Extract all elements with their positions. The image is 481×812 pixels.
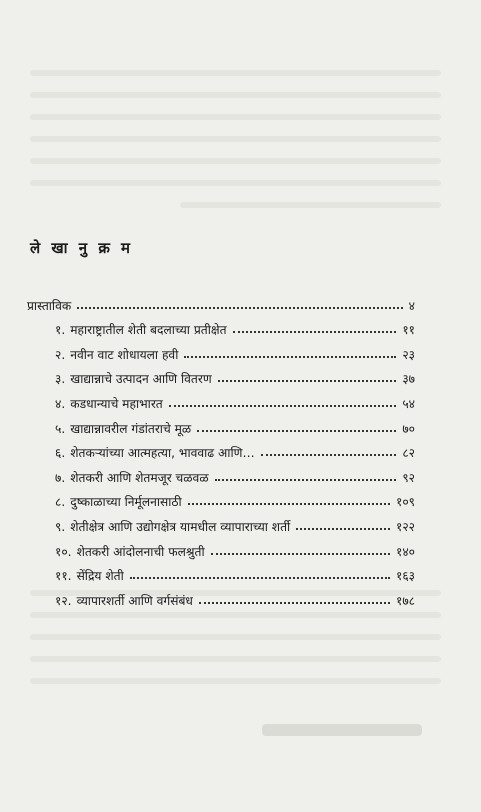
toc-entry-page: १४० xyxy=(395,544,415,559)
toc-entry xyxy=(27,535,415,560)
toc-entry xyxy=(27,437,415,462)
toc-entry xyxy=(27,584,415,609)
dot-leader xyxy=(77,307,402,309)
dot-leader xyxy=(296,528,390,530)
toc-entry xyxy=(27,461,415,486)
toc-heading: ले खा नु क्र म xyxy=(30,239,134,257)
toc-entry-page: ८२ xyxy=(402,446,415,461)
toc-entry xyxy=(27,412,415,437)
toc-entry-number: २. xyxy=(55,347,66,362)
toc-entry xyxy=(27,510,415,535)
dot-leader xyxy=(199,602,390,604)
toc-entry xyxy=(27,560,415,585)
toc-entry-title: महाराष्ट्रातील शेती बदलाच्या प्रतीक्षेत xyxy=(70,323,227,338)
dot-leader xyxy=(130,577,390,579)
toc-entry-number: १२. xyxy=(55,593,72,608)
dot-leader xyxy=(233,331,397,333)
toc-entry-page: ५४ xyxy=(402,396,415,411)
toc-entry-title: शेतकऱ्यांच्या आत्महत्या, भाववाढ आणि… xyxy=(70,446,255,461)
dot-leader xyxy=(169,405,397,407)
toc-entry-number: ११. xyxy=(55,569,72,584)
toc-entry-page: १७८ xyxy=(395,593,415,608)
toc-entry-page: १०९ xyxy=(395,495,415,510)
toc-entry-title: दुष्काळाच्या निर्मूलनासाठी xyxy=(70,495,182,510)
bleed-through-footer xyxy=(262,724,422,736)
toc-entry-page: ९२ xyxy=(402,470,415,485)
toc-entry-title: प्रास्ताविक xyxy=(27,298,72,313)
toc-entry-title: कडधान्याचे महाभारत xyxy=(70,396,163,411)
toc-entry xyxy=(27,314,415,339)
toc-entry xyxy=(27,387,415,412)
toc-entry-title: शेतकरी आणि शेतमजूर चळवळ xyxy=(70,470,209,485)
toc-entry-title: नवीन वाट शोधायला हवी xyxy=(70,347,179,362)
dot-leader xyxy=(215,479,397,481)
toc-entry-page: ४ xyxy=(408,298,415,313)
toc-entry-number: ८. xyxy=(55,495,66,510)
toc-entry-page: २३ xyxy=(402,347,415,362)
table-of-contents xyxy=(27,289,415,609)
toc-entry-number: ६. xyxy=(55,446,66,461)
dot-leader xyxy=(184,356,396,358)
toc-entry xyxy=(27,338,415,363)
toc-entry xyxy=(27,363,415,388)
toc-entry-page: १२२ xyxy=(395,519,415,534)
dot-leader xyxy=(211,553,390,555)
toc-entry-page: ११ xyxy=(402,323,415,338)
dot-leader xyxy=(188,503,390,505)
toc-entry xyxy=(27,486,415,511)
toc-entry-title: शेतीक्षेत्र आणि उद्योगक्षेत्र यामधील व्यापाराच्या शर्ती xyxy=(70,519,291,534)
toc-entry-page: १६३ xyxy=(395,569,415,584)
toc-entry-title: शेतकरी आंदोलनाची फलश्रुती xyxy=(76,544,205,559)
toc-entry-title: सेंद्रिय शेती xyxy=(76,569,124,584)
toc-entry-number: ७. xyxy=(55,470,66,485)
toc-entry-page: ३७ xyxy=(402,372,415,387)
toc-entry-title: खाद्यान्नावरील गंडांतराचे मूळ xyxy=(70,421,192,436)
toc-entry-number: ३. xyxy=(55,372,66,387)
toc-entry-title: व्यापारशर्ती आणि वर्गसंबंध xyxy=(76,593,193,608)
toc-entry-number: ९. xyxy=(55,519,66,534)
toc-entry-number: ५. xyxy=(55,421,66,436)
dot-leader xyxy=(197,430,396,432)
toc-entry-number: १०. xyxy=(55,544,72,559)
toc-entry-page: ७० xyxy=(402,421,415,436)
toc-entry-number: १. xyxy=(55,323,66,338)
toc-entry xyxy=(27,289,415,314)
dot-leader xyxy=(261,454,397,456)
dot-leader xyxy=(218,380,397,382)
toc-entry-number: ४. xyxy=(55,396,66,411)
toc-entry-title: खाद्यान्नाचे उत्पादन आणि वितरण xyxy=(70,372,212,387)
